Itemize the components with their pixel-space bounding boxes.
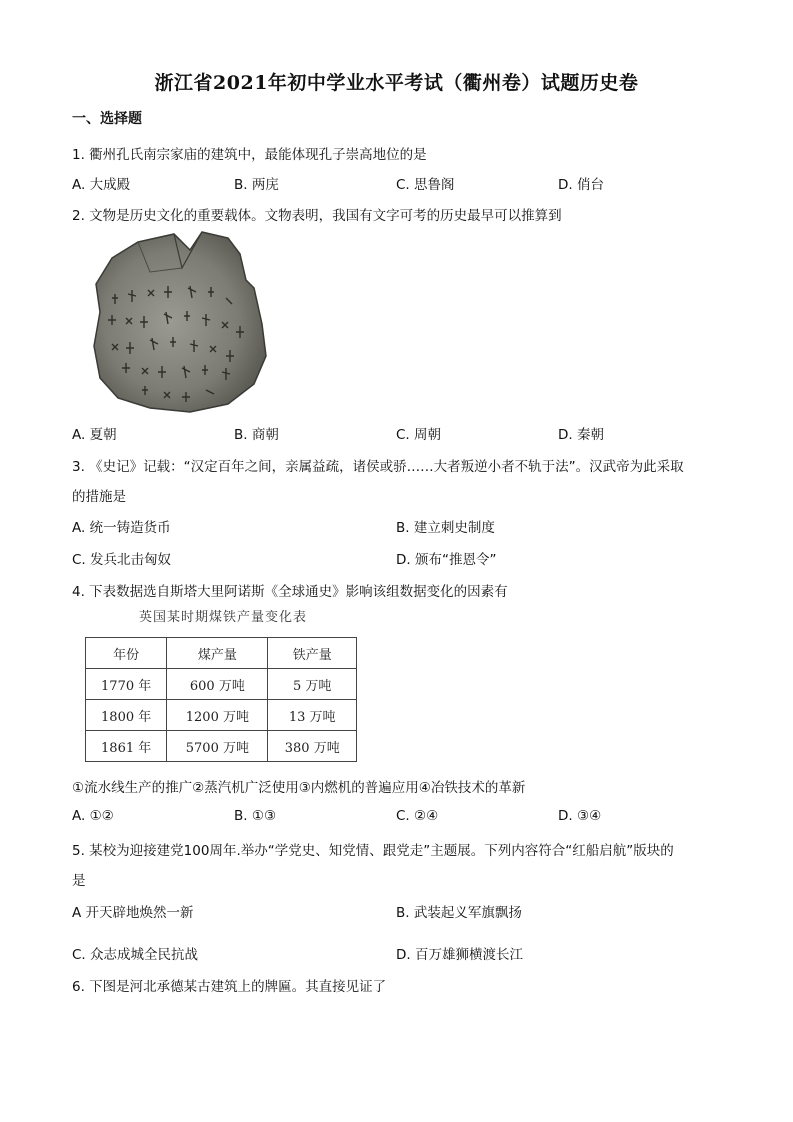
q3-option-a[interactable]: A. 统一铸造货币 xyxy=(72,520,171,536)
q4-option-d[interactable]: D. ③④ xyxy=(558,808,602,824)
table-cell: 600 万吨 xyxy=(167,669,268,700)
q2-option-b[interactable]: B. 商朝 xyxy=(234,427,279,443)
question-1-stem: 1. 衢州孔氏南宗家庙的建筑中，最能体现孔子崇高地位的是 xyxy=(72,147,427,163)
q3-option-d[interactable]: D. 颁布“推恩令” xyxy=(396,552,497,568)
table-header-row xyxy=(86,638,357,669)
question-4-statements: ①流水线生产的推广②蒸汽机广泛使用③内燃机的普遍应用④冶铁技术的革新 xyxy=(72,780,526,796)
question-6-stem: 6. 下图是河北承德某古建筑上的牌匾。其直接见证了 xyxy=(72,979,387,995)
section-heading: 一、选择题 xyxy=(72,111,142,127)
table-cell: 1800 年 xyxy=(86,700,167,731)
question-3-stem-line-2: 的措施是 xyxy=(72,489,126,505)
table-cell: 13 万吨 xyxy=(268,700,357,731)
coal-iron-table xyxy=(83,606,363,762)
q5-option-d[interactable]: D. 百万雄狮横渡长江 xyxy=(396,947,523,963)
table-header-cell: 铁产量 xyxy=(268,638,357,669)
question-5-stem-line-2: 是 xyxy=(72,873,86,889)
table-cell: 1861 年 xyxy=(86,731,167,762)
table-cell: 5700 万吨 xyxy=(167,731,268,762)
table-header-cell: 年份 xyxy=(86,638,167,669)
q5-option-c[interactable]: C. 众志成城全民抗战 xyxy=(72,947,199,963)
q1-option-d[interactable]: D. 俏台 xyxy=(558,177,604,193)
q4-option-b[interactable]: B. ①③ xyxy=(234,808,277,824)
q1-option-b[interactable]: B. 两庑 xyxy=(234,177,279,193)
q3-option-b[interactable]: B. 建立刺史制度 xyxy=(396,520,495,536)
question-2-stem: 2. 文物是历史文化的重要载体。文物表明，我国有文字可考的历史最早可以推算到 xyxy=(72,208,562,224)
table-header-cell: 煤产量 xyxy=(167,638,268,669)
q1-option-a[interactable]: A. 大成殿 xyxy=(72,177,131,193)
table-cell: 1200 万吨 xyxy=(167,700,268,731)
oracle-bone-image xyxy=(78,228,274,416)
question-5-stem-line-1: 5. 某校为迎接建党100周年.举办“学党史、知党情、跟党走”主题展。下列内容符合“红船启航”版块的 xyxy=(72,843,674,859)
question-4-stem: 4. 下表数据选自斯塔大里阿诺斯《全球通史》影响该组数据变化的因素有 xyxy=(72,584,508,600)
question-3-stem-line-1: 3. 《史记》记载：“汉定百年之间，亲属益疏，诸侯或骄……大者叛逆小者不轨于法”。汉武帝为此采取 xyxy=(72,459,684,475)
table-caption: 英国某时期煤铁产量变化表 xyxy=(138,610,307,625)
q4-option-c[interactable]: C. ②④ xyxy=(396,808,439,824)
q1-option-c[interactable]: C. 思鲁阁 xyxy=(396,177,455,193)
q4-option-a[interactable]: A. ①② xyxy=(72,808,114,824)
table-cell: 1770 年 xyxy=(86,669,167,700)
page-title: 浙江省2021年初中学业水平考试（衢州卷）试题历史卷 xyxy=(154,72,639,94)
table-row xyxy=(86,669,357,700)
data-table xyxy=(85,637,357,762)
q5-option-a[interactable]: A 开天辟地焕然一新 xyxy=(72,905,194,921)
q2-option-c[interactable]: C. 周朝 xyxy=(396,427,442,443)
q3-option-c[interactable]: C. 发兵北击匈奴 xyxy=(72,552,172,568)
table-row xyxy=(86,731,357,762)
table-cell: 5 万吨 xyxy=(268,669,357,700)
q5-option-b[interactable]: B. 武装起义军旗飘扬 xyxy=(396,905,522,921)
table-row xyxy=(86,700,357,731)
q2-option-d[interactable]: D. 秦朝 xyxy=(558,427,604,443)
table-cell: 380 万吨 xyxy=(268,731,357,762)
q2-option-a[interactable]: A. 夏朝 xyxy=(72,427,117,443)
